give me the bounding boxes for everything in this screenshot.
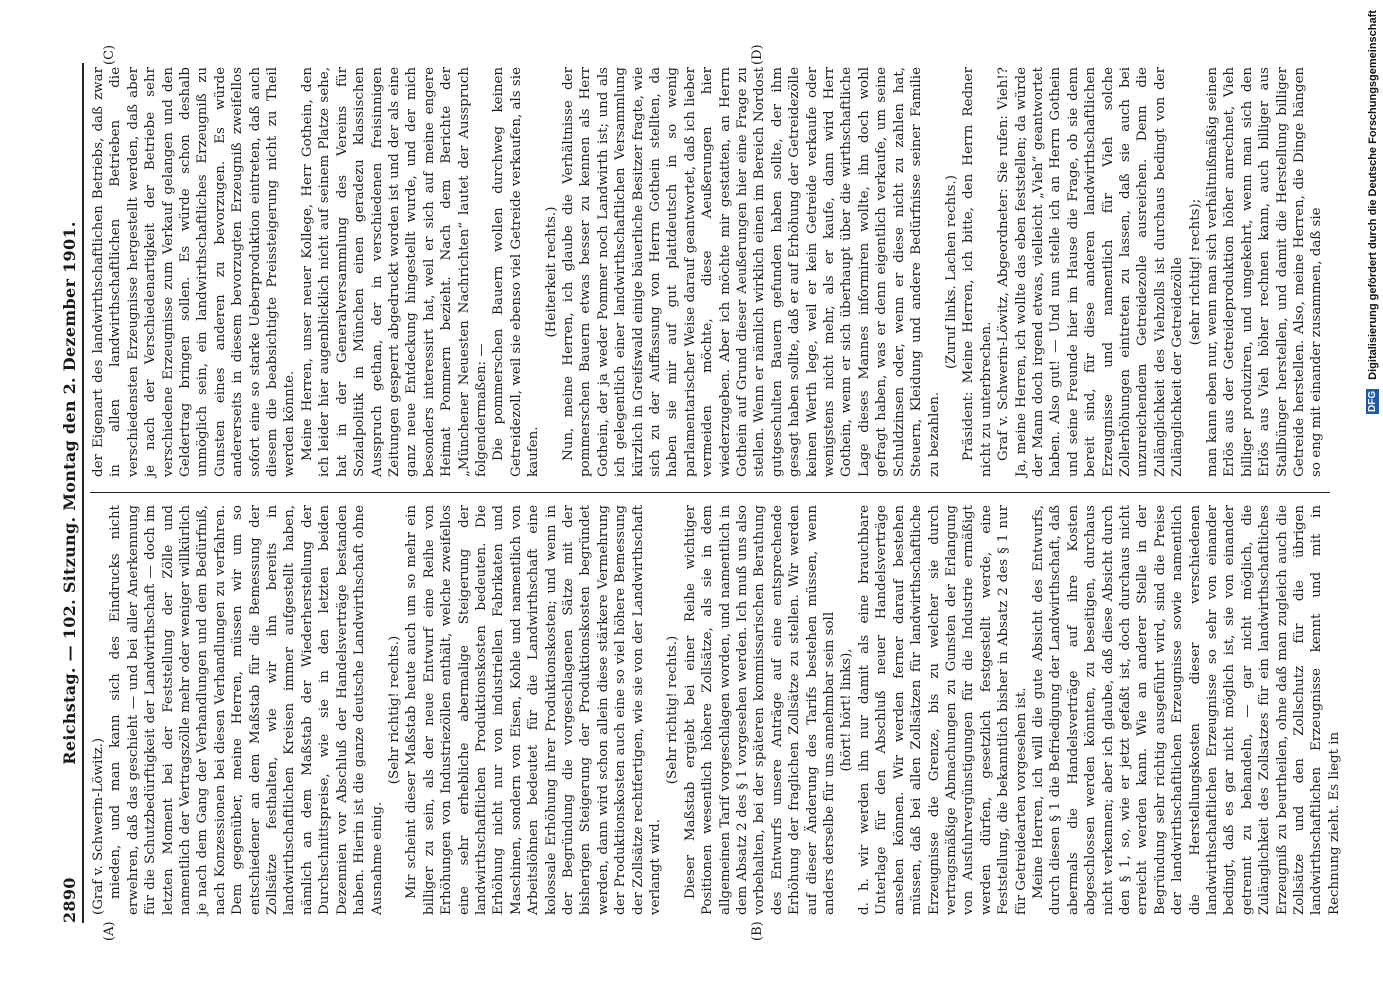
page-title: Reichstag. — 102. Sitzung. Montag den 2. Dezember 1901. — [60, 221, 79, 765]
paragraph-text: Graf v. Schwerin-Löwitz, Abgeordneter: Sie rufen: Vieh!? Ja, meine Herren, ich wollte das eben feststellen; da würde der Mann doch irgend etwas, vielleicht „Vieh“ geantwortet haben. Also gut! — Und nun stelle ich an Herrn Gothein und seine Freunde hier im Hause die Frage, ob sie denn bereit sind, für diese anderen landwirthschaftlichen Erzeugnisse und namentlich für Vieh solche Zollerhöhungen eintreten zu lassen, daß sie auch bei unzureichendem Getreidezolle ausreichen. Denn die Zulänglichkeit des Viehzolls ist durchaus bedingt von der Zulänglichkeit der Getreidezölle — [996, 67, 1186, 477]
paragraph-text: Dieser Maßstab ergiebt bei einer Reihe wichtiger Positionen wesentlich höhere Zollsätze, als sie in dem allgemeinen Tarif vorgeschlagen worden, und namentlich in dem Absatz 2 des § 1 vorgesehen werden. Ich muß uns also vorbehalten, bei der späteren kommissarischen Berathung des Entwurfs unsere Anträge auf eine entsprechende Erhöhung der fraglichen Zollsätze zu stellen. Wir werden auf dieser Änderung des Tarifs bestehen müssen, wenn anders derselbe für uns annehmbar sein soll — [682, 505, 838, 915]
paragraph-text: (Graf v. Schwerin-Löwitz.) — [91, 737, 106, 915]
interjection-text: (sehr richtig! rechts); — [1187, 198, 1203, 346]
column-divider — [90, 492, 1330, 493]
paragraph-text: mieden, und man kann sich des Eindrucks nicht erwehren, daß das geschieht — und bei aller Anerkennung für die Schutzbedürftigkeit der Landwirthschaft — doch im letzten Moment bei der Feststellung der Zölle und namentlich der Vertragszölle mehr oder weniger willkürlich je nach dem Gang der Verhandlungen und dem Bedürfniß, nach Konzessionen bei diesen Verhandlungen zu verfahren. Dem gegenüber, meine Herren, müssen wir um so entschiedener an dem Maßstab für die Bemessung der Zollsätze festhalten, wie wir ihn bereits in landwirthschaftlichen Kreisen immer aufgestellt haben, nämlich an dem Maßstab der Wiederherstellung der Durchschnittspreise, wie sie in den letzten beiden Dezennien vor Abschluß der Handelsverträge bestanden haben. Hierin ist die ganze deutsche Landwirthschaft ohne Ausnahme einig. — [108, 505, 385, 915]
paragraph-text: Nun, meine Herren, ich glaube die Verhältnisse der pommerschen Bauern etwas besser zu kennen als Herr Gothein, der ja weder Pommer noch Landwirth ist; und als ich gelegentlich einer landwirthschaftlichen Versammlung kürzlich in Greifswald einige bäuerliche Besitzer fragte, wie sich zu der Auffassung von Herrn Gothein stellten, da haben sie mir auf gut plattdeutsch in so wenig parlamentarischer Weise darauf geantwortet, daß ich lieber vermeiden möchte, diese Aeußerungen hier wiederzugeben. Aber ich möchte mir gestatten, an Herrn Gothein auf Grund dieser Aeußerungen hier eine Frage zu stellen. Wenn er nämlich wirklich einen im Bereich Nordost gutgeschulten Bauern gefunden haben sollte, der ihm gesagt haben sollte, daß er auf Erhöhung der Getreidezölle keinen Werth lege, weil er kein Getreide verkaufe oder wenigstens nicht mehr, als er kaufe, dann wird Herr Gothein, wenn er sich überhaupt über die wirthschaftliche Lage dieses Mannes informiren wollte, ihn doch wohl gefragt haben, was er denn eigentlich verkaufe, um seine Schuldzinsen oder, wenn er diese nicht zu zahlen hat, Steuern, Kleidung und andere Bedürfnisse seiner Familie zu bezahlen. — [560, 67, 942, 477]
margin-mark-d: (D) — [750, 44, 765, 65]
page-frame — [50, 40, 1350, 945]
paragraph-text: Die pommerschen Bauern wollen durchweg keinen Getreidezoll, weil sie ebenso viel Getreide verkaufen, als sie kaufen. — [491, 67, 542, 477]
credit-text: Digitalisierung gefördert durch die Deutsche Forschungsgemeinschaft — [1367, 10, 1379, 380]
margin-mark-c: (C) — [102, 44, 117, 65]
paragraph-text: man kann eben nur, wenn man sich verhältnißmäßig seinen Erlös aus der Getreideproduktion höher anrechnet, Vieh billiger produziren, und umgekehrt, wenn man sich den Erlös aus Vieh höher rechnen kann, auch billiger aus Stallbünger herstellen, und damit die Herstellung billiger Getreide herstellen. Also, meine Herren, die Dinge hängen so eng mit einander zusammen, daß sie — [1205, 67, 1325, 477]
interjection-text: (Sehr richtig! rechts.) — [386, 635, 402, 785]
dfg-logo: DFG — [1367, 390, 1378, 412]
paragraph-text: Meine Herren, unser neuer Kollege, Herr Gothein, den ich leider hier augenblicklich nicht auf seinem Platze sehe, hat in der Generalversammlung des Vereins für Sozialpolitik in München einen geradezu klassischen Ausspruch gethan, der in verschiedenen freisinnigen Zeitungen gesperrt abgedruckt worden ist und der als eine ganz neue Entdeckung hingestellt wurde, und der mich besonders interessirt hat, weil er sich auf meine engere Heimat Pommern bezieht. Nach dem Berichte der „Münchener Neuesten Nachrichten“ lautet der Ausspruch folgendermaßen: — — [299, 67, 489, 477]
margin-mark-b: (B) — [750, 921, 765, 941]
paragraph-text: Präsident: Meine Herren, ich bitte, den Herrn Redner nicht zu unterbrechen. — [961, 67, 994, 477]
paragraph-text: d. h. wir werden ihn nur damit als eine brauchbare Unterlage für den Abschluß neuer Handelsverträge ansehen können. Wir werden ferner darauf bestehen müssen, daß bei allen Zollsätzen für landwirthschaftliche Erzeugnisse die Grenze, bis zu welcher sie durch vertragsmäßige Abmachungen zu Gunsten der Erlangung von Ausfuhrvergünstigungen für die Industrie ermäßigt werden dürfen, gesetzlich festgestellt werde, eine Feststellung, die bekanntlich bisher in Absatz 2 des § 1 nur für Getreidearten vorgesehen ist. — [856, 505, 1029, 915]
left-text-column — [90, 505, 1342, 915]
page-header — [54, 63, 90, 923]
margin-mark-a: (A) — [102, 921, 117, 941]
interjection-text: (hört! hört! links), — [839, 648, 855, 772]
digitization-credit — [1366, 10, 1379, 990]
page-number: 2890 — [60, 877, 79, 923]
paragraph-text: Mir scheint dieser Maßstab heute auch um so mehr ein billiger zu sein, als der neue Entwurf eine Reihe von Erhöhungen von Industriezöllen enthält, welche zweifellos eine sehr erhebliche abermalige Steigerung der landwirthschaftlichen Produktionskosten bedeuten. Die Erhöhung nicht nur von industriellen Fabrikaten und Maschinen, sondern von Eisen, Kohle und namentlich von Arbeitslöhnen bedeutet für die Landwirthschaft eine kolossale Erhöhung ihrer Produktionskosten; und wenn in der Begründung die vorgeschlagenen Sätze mit der bisherigen Steigerung der Produktionskosten begründet werden, dann wird schon allein diese stärkere Vermehrung der Produktionskosten auch eine so viel höhere Bemessung der Zollsätze rechtfertigen, wie sie von der Landwirthschaft verlangt wird. — [404, 505, 663, 915]
interjection-text: (Sehr richtig! rechts.) — [665, 635, 681, 785]
rotated-newspaper-page — [50, 40, 1350, 945]
right-text-column — [90, 67, 1330, 477]
interjection-text: (Zuruf links. Lachen rechts.) — [943, 174, 959, 370]
interjection-text: (Heiterkeit rechts.) — [543, 206, 559, 338]
header-rule — [82, 63, 84, 923]
paragraph-text: Meine Herren, ich will die gute Absicht des Entwurfs, durch diesen § 1 die Befriedigung der Landwirthschaft, daß abermals die Handelsverträge auf ihre Kosten abgeschlossen werden könnten, zu beseitigen, durchaus nicht verkennen; aber ich glaube, daß diese Absicht durch den § 1, so, wie er jetzt gefaßt ist, doch durchaus nicht erreicht werden kann. Wie an anderer Stelle in der Begründung sehr richtig ausgeführt wird, sind die Preise der landwirthschaftlichen Erzeugnisse sowie namentlich die Herstellungskosten dieser verschiedenen landwirthschaftlichen Erzeugnisse so sehr von einander bedingt, daß es gar nicht möglich ist, sie von einander getrennt zu behandeln, — gar nicht möglich, die Zulänglichkeit des Zollsatzes für ein landwirthschaftliches Erzeugniß zu beurtheilen, ohne daß man zugleich auch die Zollsätze und den Zollschutz für die übrigen landwirthschaftlichen Erzeugnisse kennt und mit in Rechnung zieht. Es liegt in — [1030, 505, 1342, 915]
paragraph-text: der Eigenart des landwirthschaftlichen Betriebs, daß zwar in allen landwirthschaftlichen Betrieben die verschiedensten Erzeugnisse hergestellt werden, daß aber je nach der Verschiedenartigkeit der Betriebe sehr verschiedene Erzeugnisse zum Verkauf gelangen und den Geldertrag bringen sollen. Es würde schon deshalb unmöglich sein, ein landwirthschaftliches Erzeugniß zu Gunsten eines anderen zu bevorzugen. Es würde andererseits in diesem bevorzugten Erzeugniß zweifellos sofort eine so starke Ueberproduktion eintreten, daß auch diesem die beabsichtigte Preissteigerung nicht zu Theil werden könnte. — [91, 67, 298, 477]
